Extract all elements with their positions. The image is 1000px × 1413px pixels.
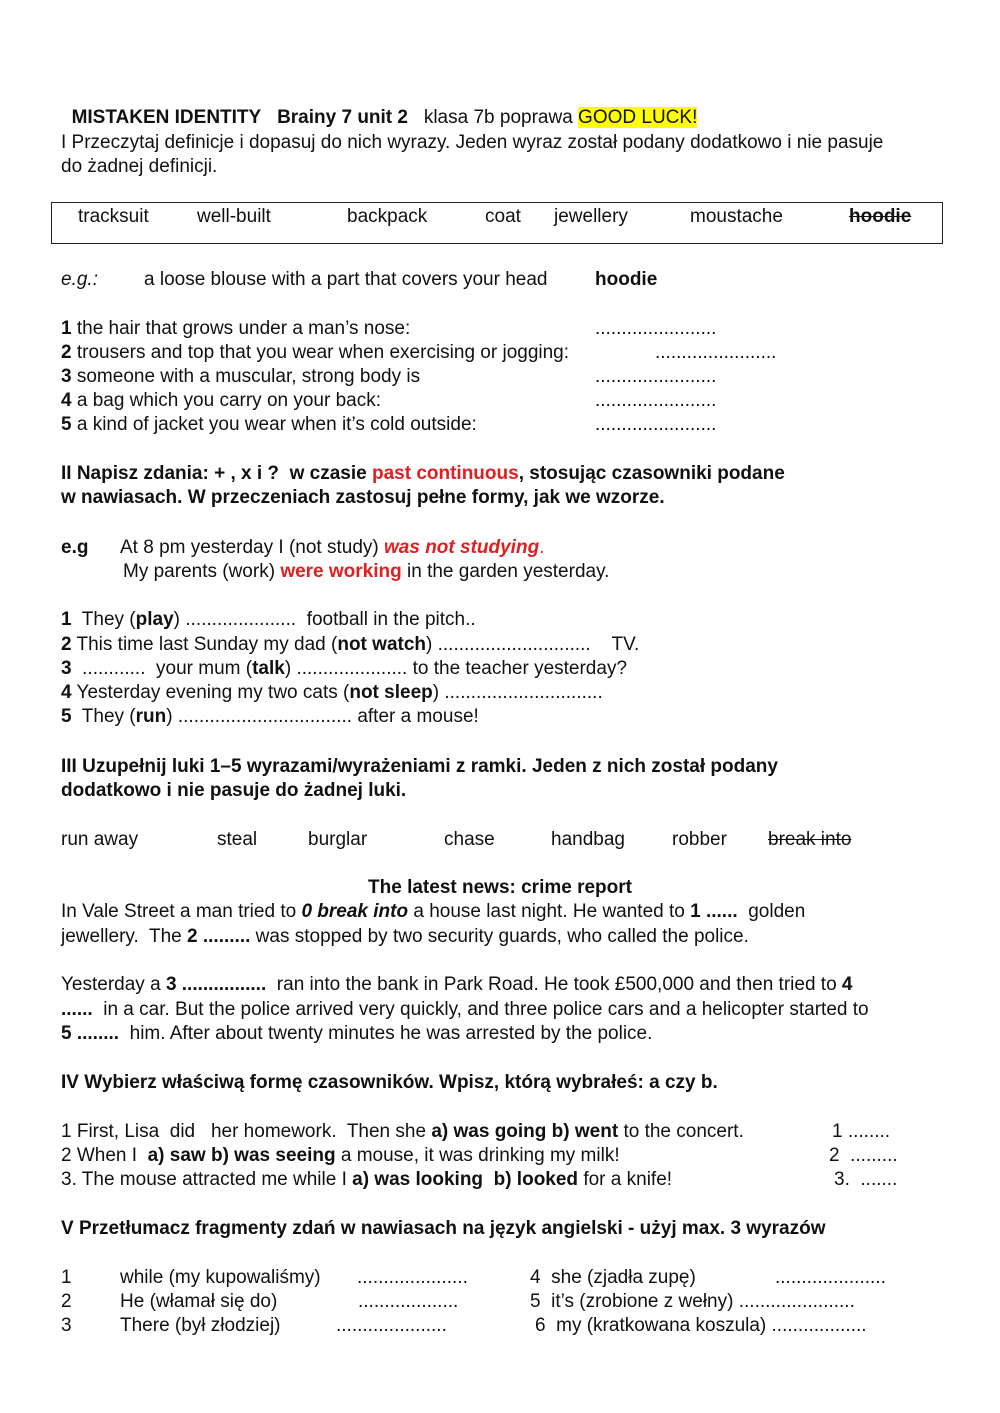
definition-item: 1 the hair that grows under a man’s nose: [61, 318, 411, 339]
answer-blank[interactable]: ....................... [595, 390, 717, 411]
choice-item-2: 2 When I a) saw b) was seeing a mouse, it was drinking my milk! [61, 1145, 620, 1166]
translation-blank[interactable]: ..................... [775, 1267, 886, 1288]
tense-sentence-1: 1 They (play) ..................... football in the pitch.. [61, 609, 476, 630]
news-paragraph-1-line1: In Vale Street a man tried to 0 break into a house last night. He wanted to 1 ...... golden [61, 901, 806, 922]
word-tracksuit: tracksuit [78, 206, 149, 227]
definition-item: 5 a kind of jacket you wear when it’s cold outside: [61, 414, 477, 435]
choice-item-3: 3. The mouse attracted me while I a) was looking b) looked for a knife! [61, 1169, 673, 1190]
answer-blank[interactable]: ....................... [595, 318, 717, 339]
translation-prompt: 5 it’s (zrobione z wełny) [530, 1291, 739, 1312]
section2-heading-line1: II Napisz zdania: + , x i ? w czasie past continuous, stosując czasowniki podane [61, 463, 785, 484]
translation-num: 3 [61, 1315, 72, 1336]
translation-blank[interactable]: .................. [771, 1315, 867, 1336]
choice-answer-2[interactable]: 2 ......... [829, 1145, 898, 1166]
tense-sentence-3: 3 ............ your mum (talk) ..................... to the teacher yesterday? [61, 658, 628, 679]
translation-prompt: 6 my (kratkowana koszula) [535, 1315, 772, 1336]
translation-blank[interactable]: ..................... [336, 1315, 447, 1336]
section1-word-box [51, 202, 943, 244]
choice-item-1: 1 First, Lisa did her homework. Then she a) was going b) went to the concert. [61, 1121, 744, 1142]
word-jewellery: jewellery [554, 206, 628, 227]
section1-example-answer: hoodie [595, 269, 658, 290]
section1-instruction-line1: I Przeczytaj definicje i dopasuj do nich wyrazy. Jeden wyraz został podany dodatkowo i nie pasuje [61, 132, 884, 153]
answer-blank[interactable]: ....................... [655, 342, 777, 363]
word-backpack: backpack [347, 206, 428, 227]
definition-item: 4 a bag which you carry on your back: [61, 390, 382, 411]
translation-num: 1 [61, 1267, 72, 1288]
news-paragraph-2-line3: 5 ........ him. After about twenty minutes he was arrested by the police. [61, 1023, 653, 1044]
word-break-into-crossed: break into [768, 829, 852, 850]
worksheet-header [61, 82, 697, 130]
news-paragraph-2-line2: ...... in a car. But the police arrived very quickly, and three police cars and a helicopter started to [61, 999, 869, 1020]
section1-instruction-line2: do żadnej definicji. [61, 156, 218, 177]
translation-prompt: He (włamał się do) [120, 1291, 278, 1312]
section2-heading-line2: w nawiasach. W przeczeniach zastosuj pełne formy, jak we wzorze. [61, 487, 665, 508]
answer-blank[interactable]: ....................... [595, 414, 717, 435]
news-title: The latest news: crime report [368, 877, 632, 898]
word-chase: chase [444, 829, 495, 850]
translation-prompt: 4 she (zjadła zupę) [530, 1267, 696, 1288]
tense-sentence-2: 2 This time last Sunday my dad (not watch) ............................. TV. [61, 634, 640, 655]
word-coat: coat [485, 206, 521, 227]
word-robber: robber [672, 829, 727, 850]
word-burglar: burglar [308, 829, 368, 850]
section1-example-label: e.g.: [61, 269, 98, 290]
section2-example-2: My parents (work) were working in the garden yesterday. [123, 561, 610, 582]
good-luck-highlight: GOOD LUCK! [578, 107, 698, 128]
answer-blank[interactable]: ....................... [595, 366, 717, 387]
translation-item-6 [535, 1314, 867, 1338]
translation-blank[interactable]: ................... [358, 1291, 459, 1312]
word-hoodie-crossed: hoodie [849, 206, 912, 227]
section4-heading: IV Wybierz właściwą formę czasowników. Wpisz, którą wybrałeś: a czy b. [61, 1072, 718, 1093]
tense-sentence-5: 5 They (run) ................................. after a mouse! [61, 706, 479, 727]
worksheet-title: MISTAKEN IDENTITY [71, 107, 262, 128]
choice-answer-3[interactable]: 3. ....... [834, 1169, 898, 1190]
tense-sentence-4: 4 Yesterday evening my two cats (not sleep) .............................. [61, 682, 603, 703]
section5-heading: V Przetłumacz fragmenty zdań w nawiasach na język angielski - użyj max. 3 wyrazów [61, 1218, 826, 1239]
word-steal: steal [217, 829, 258, 850]
translation-blank[interactable]: ..................... [357, 1267, 468, 1288]
definition-item: 3 someone with a muscular, strong body is [61, 366, 421, 387]
section2-example-1: At 8 pm yesterday I (not study) was not studying. [120, 537, 545, 558]
word-moustache: moustache [690, 206, 783, 227]
book-unit: Brainy 7 unit 2 [277, 107, 408, 128]
translation-prompt: There (był złodziej) [120, 1315, 281, 1336]
choice-answer-1[interactable]: 1 ........ [832, 1121, 891, 1142]
section3-heading-line2: dodatkowo i nie pasuje do żadnej luki. [61, 780, 407, 801]
word-handbag: handbag [551, 829, 625, 850]
news-paragraph-1-line2: jewellery. The 2 ......... was stopped by two security guards, who called the police. [61, 926, 749, 947]
translation-num: 2 [61, 1291, 72, 1312]
translation-blank[interactable]: ...................... [738, 1291, 855, 1312]
news-paragraph-2-line1: Yesterday a 3 ................ ran into the bank in Park Road. He took £500,000 and then tried to 4 [61, 974, 853, 995]
translation-prompt: while (my kupowaliśmy) [120, 1267, 321, 1288]
class-info: klasa 7b poprawa [423, 107, 573, 128]
section1-example-text: a loose blouse with a part that covers your head [144, 269, 548, 290]
section3-heading-line1: III Uzupełnij luki 1–5 wyrazami/wyrażeniami z ramki. Jeden z nich został podany [61, 756, 778, 777]
definition-item: 2 trousers and top that you wear when exercising or jogging: [61, 342, 570, 363]
word-well-built: well-built [197, 206, 271, 227]
section2-example-label: e.g [61, 537, 89, 558]
word-run-away: run away [61, 829, 139, 850]
translation-item-5 [530, 1290, 855, 1314]
